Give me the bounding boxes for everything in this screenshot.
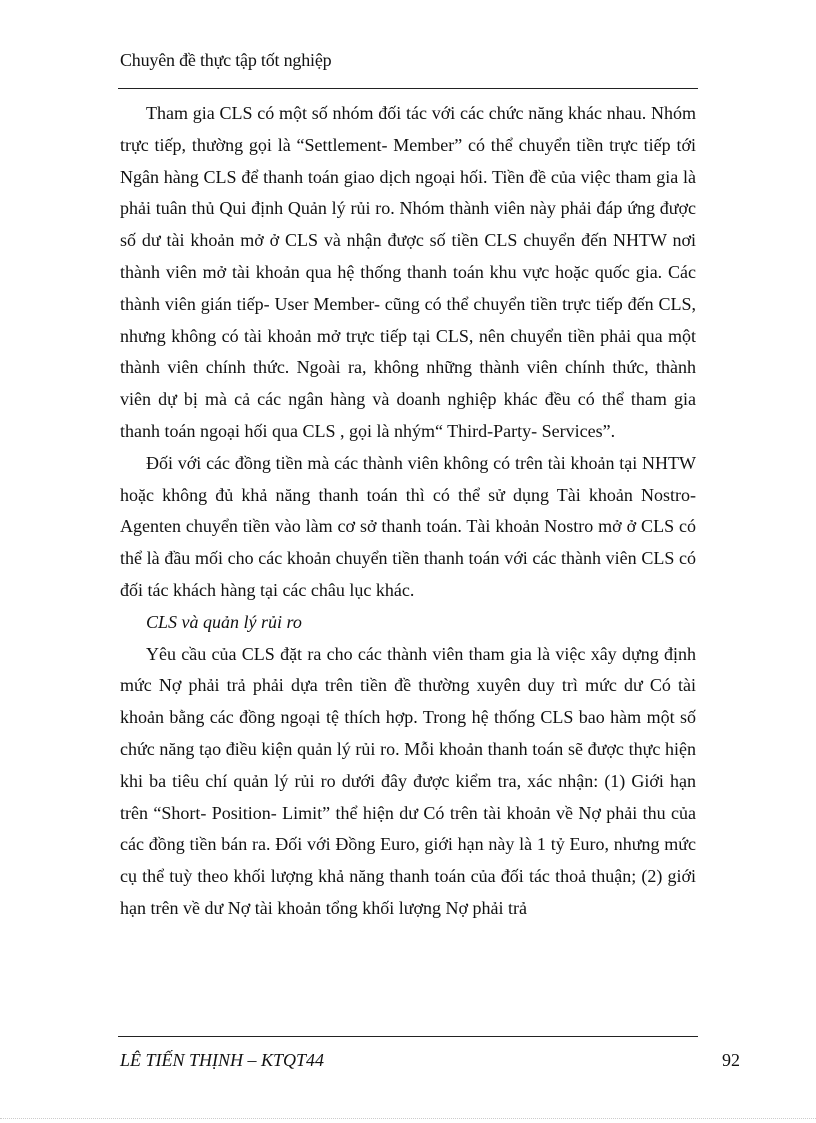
paragraph-nostro: Đối với các đồng tiền mà các thành viên không có trên tài khoản tại NHTW hoặc không đủ khả năng thanh toán thì có thể sử dụng Tài khoản Nostro- Agenten chuyển tiền vào làm cơ sở thanh toán. Tài khoản Nostro mở ở CLS có thể là đầu mối cho các khoản chuyển tiền thanh toán với các thành viên CLS có đối tác khách hàng tại các châu lục khác. (120, 452, 696, 600)
bottom-dotted-line (0, 1118, 816, 1119)
paragraph-risk-requirements: Yêu cầu của CLS đặt ra cho các thành viên tham gia là việc xây dựng định mức Nợ phải trả phải dựa trên tiền đề thường xuyên duy trì mức dư Có tài khoản bằng các đồng ngoại tệ thích hợp. Trong hệ thống CLS bao hàm một số chức năng tạo điều kiện quản lý rủi ro. Mỗi khoản thanh toán sẽ được thực hiện khi ba tiêu chí quản lý rủi ro dưới đây được kiểm tra, xác nhận: (1) Giới hạn trên “Short- Position- Limit” thể hiện dư Có trên tài khoản về Nợ phải thu của các đồng tiền bán ra. Đối với Đồng Euro, giới hạn này là 1 tỷ Euro, nhưng mức cụ thể tuỳ theo khối lượng khả năng thanh toán của đối tác thoả thuận; (2) giới hạn trên về dư Nợ tài khoản tổng khối lượng Nợ phải trả (120, 643, 696, 918)
body-text (120, 98, 696, 925)
footer-author: LÊ TIẾN THỊNH – KTQT44 (120, 1050, 325, 1070)
paragraph-participants: Tham gia CLS có một số nhóm đối tác với các chức năng khác nhau. Nhóm trực tiếp, thường gọi là “Settlement- Member” có thể chuyển tiền trực tiếp tới Ngân hàng CLS để thanh toán giao dịch ngoại hối. Tiền đề của việc tham gia là phải tuân thủ Qui định Quản lý rủi ro. Nhóm thành viên này phải đáp ứng được số dư tài khoản mở ở CLS và nhận được số tiền CLS chuyển đến NHTW nơi thành viên mở tài khoản qua hệ thống thanh toán khu vực hoặc quốc gia. Các thành viên gián tiếp- User Member- cũng có thể chuyển tiền trực tiếp đến CLS, nhưng không có tài khoản mở trực tiếp tại CLS, nên chuyển tiền phải qua một thành viên chính thức. Ngoài ra, không những thành viên chính thức, thành viên dự bị mà cả các ngân hàng và doanh nghiệp khác đều có thể tham gia thanh toán ngoại hối qua CLS , gọi là nhým“ Third-Party- Services”. (120, 103, 696, 441)
section-heading-risk: CLS và quản lý rủi ro (146, 611, 302, 632)
footer-rule (118, 1036, 698, 1037)
page-number: 92 (722, 1050, 740, 1070)
header-rule (118, 88, 698, 89)
header-title: Chuyên đề thực tập tốt nghiệp (120, 50, 332, 70)
